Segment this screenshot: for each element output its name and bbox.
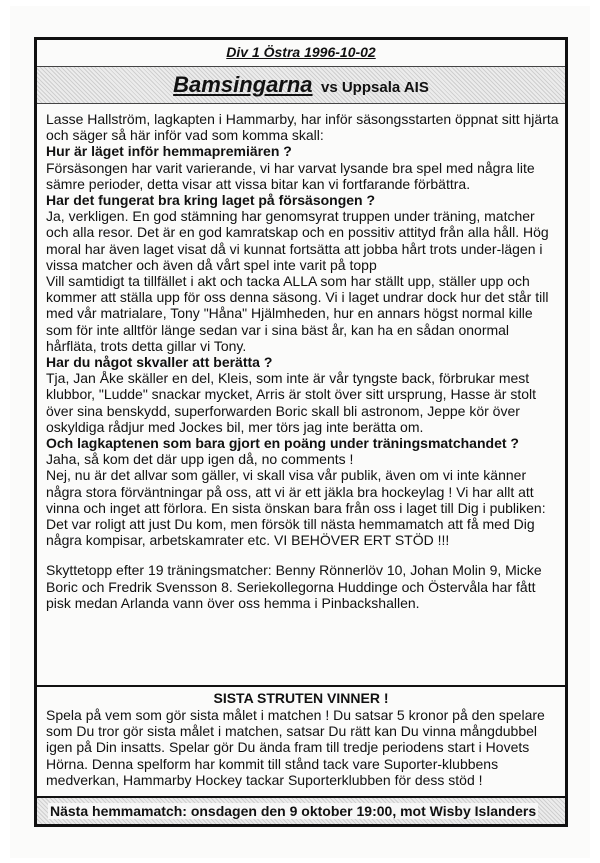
home-team-name: Bamsingarna: [173, 72, 313, 97]
answer-3: Tja, Jan Åke skäller en del, Kleis, som inte är vår tyngste back, förbrukar mest klubbor, "Ludde" snackar mycket, Arris är stolt över sitt ursprung, Hasse är stolt över sina benskydd, superforwarden Boric skall bli astronom, Jeppe kör över oskyldiga rådjur med Jockes bil, mer törs jag inte berätta om.: [46, 370, 537, 435]
contest-text: Spela på vem som gör sista målet i matchen ! Du satsar 5 kronor på den spelare som Du tror gör sista målet i matchen, satsar Du rätt kan Du vinna mångdubbel igen på Din insatts. Spelar gör Du ända fram till tredje periodens start i Hovets Hörna. Denna spelform har kommit till stånd tack vare Suporter-klubbens medverkan, Hammarby Hockey tackar Suporterklubben för dess stöd !: [46, 707, 545, 788]
question-3: Har du något skvaller att berätta ?: [46, 354, 273, 371]
opponent-label: vs Uppsala AIS: [321, 79, 429, 96]
question-4: Och lagkaptenen som bara gjort en poäng under träningsmatchandet ?: [46, 435, 519, 452]
scoring-stats: Skyttetopp efter 19 träningsmatcher: Benny Rönnerlöv 10, Johan Molin 9, Micke Boric och Fredrik Svensson 8. Seriekollegorna Huddinge och Östervåla har fått pisk medan Arlanda vann över oss hemma i Pinbackshallen.: [46, 562, 542, 611]
answer-4-part-2: Nej, nu är det allvar som gäller, vi skall visa vår publik, även om vi inte känner några stora förväntningar på oss, att vi är ett jäkla bra hockeylag ! Vi har allt att vinna och inget att förlora. En sista önskan bara från oss i laget till Dig i publiken: Det var roligt att just Du kom, men försök till nästa hemmamatch att få med Dig några kompisar, arbetskamrater etc. VI BEHÖVER ERT STÖD !!!: [46, 467, 546, 549]
next-match-band: [37, 796, 565, 824]
answer-2-part-1: Ja, verkligen. En god stämning har genomsyrat truppen under träning, matcher och alla resor. Det är en god kamratskap och en possitiv attityd från alla håll. Hög moral har även laget visat då vi kunnat fortsätta att jobba hårt trots under-lägen i vissa matcher och även då vårt spel inte varit på topp: [46, 208, 549, 273]
section-divider: [37, 685, 565, 687]
next-home-match: Nästa hemmamatch: onsdagen den 9 oktober 19:00, mot Wisby Islanders: [50, 803, 537, 819]
interview-article: [46, 111, 561, 611]
flyer-frame: [34, 37, 568, 827]
answer-1: Försäsongen har varit varierande, vi har varvat lysande bra spel med några lite sämre perioder, detta visar att vissa bitar kan vi fortfarande förbättra.: [46, 159, 535, 192]
match-title-band: [37, 66, 565, 104]
league-date-heading: Div 1 Östra 1996-10-02: [226, 44, 376, 60]
contest-heading: SISTA STRUTEN VINNER !: [213, 690, 389, 706]
answer-4-part-1: Jaha, så kom det där upp igen då, no comments !: [46, 451, 354, 468]
answer-2-part-2: Vill samtidigt ta tillfället i akt och tacka ALLA som har ställt upp, ställer upp och kommer att ställa upp för oss denna säsong. Vi i laget undrar dock hur det står till med vår matrialare, Tony "Håna" Hjälmheden, hur en annars högst normal kille som för inte alltför länge sedan var i sina bäst år, kan ha en sådan onormal hårfläta, trots detta gillar vi Tony.: [46, 273, 549, 354]
question-1: Hur är läget inför hemmapremiären ?: [46, 143, 292, 160]
flyer-page: [10, 6, 590, 858]
question-2: Har det fungerat bra kring laget på försäsongen ?: [46, 192, 376, 209]
article-intro: Lasse Hallström, lagkapten i Hammarby, har inför säsongsstarten öppnat sitt hjärta och säger så här inför vad som komma skall:: [46, 111, 559, 144]
